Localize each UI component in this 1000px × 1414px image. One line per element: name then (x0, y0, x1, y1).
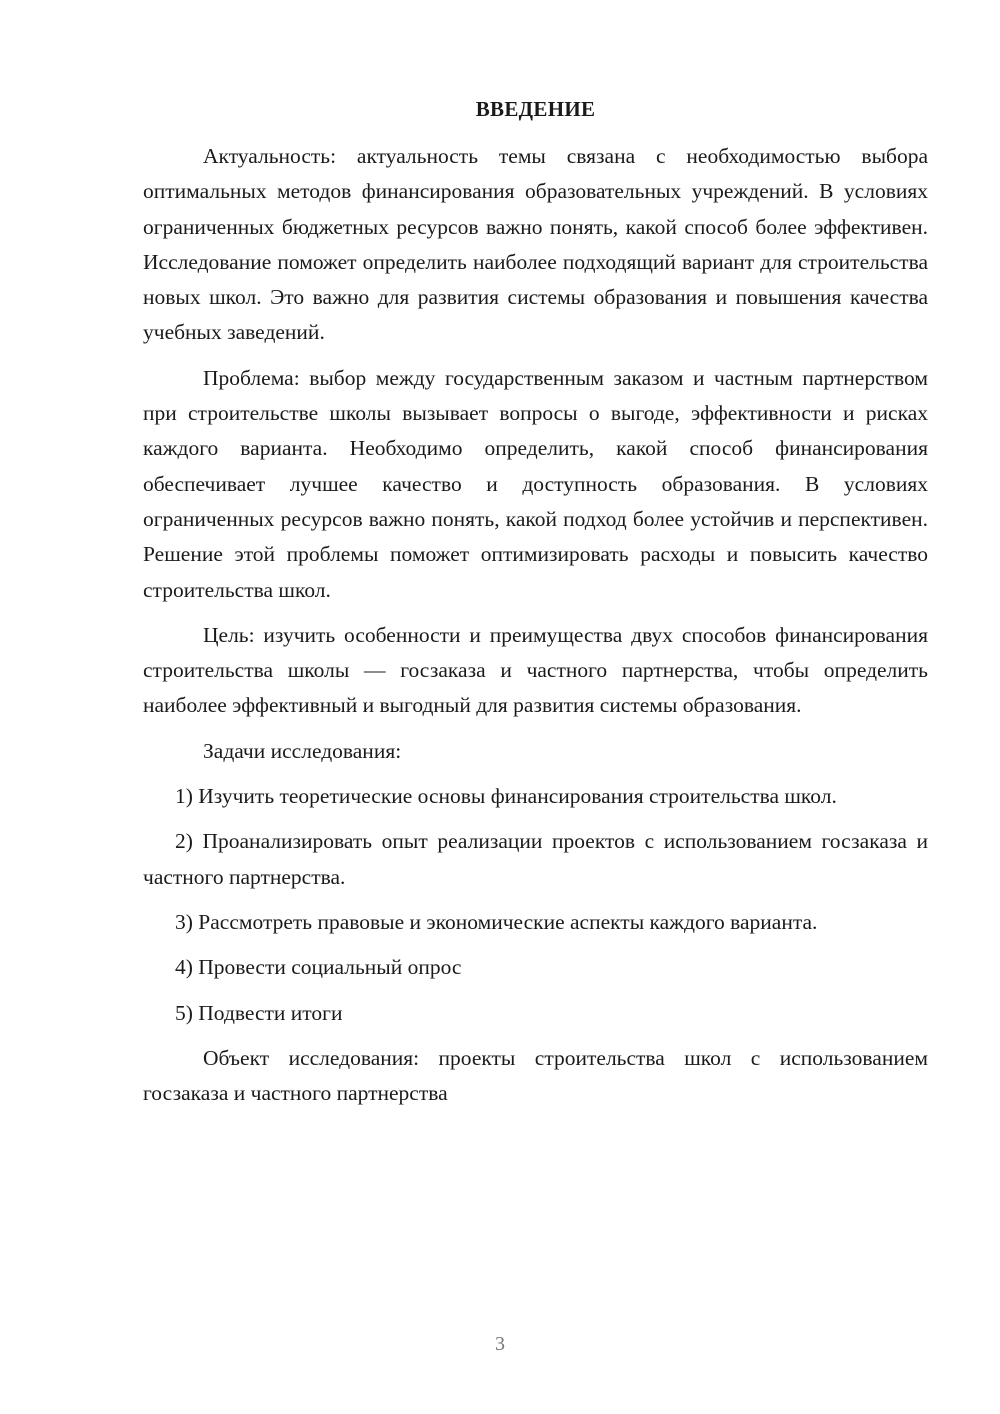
tasks-list (143, 779, 928, 1031)
relevance-paragraph: Актуальность: актуальность темы связана с необходимостью выбора оптимальных методов финансирования образовательных учреждений. В условиях ограниченных бюджетных ресурсов важно понять, какой способ более эффективен. Исследование поможет определить наиболее подходящий вариант для строительства новых школ. Это важно для развития системы образования и повышения качества учебных заведений. (143, 144, 928, 345)
task-item: 5) Подвести итоги (175, 1000, 343, 1025)
page-content (143, 92, 928, 1121)
page-number: 3 (495, 1333, 505, 1355)
goal-paragraph: Цель: изучить особенности и преимущества двух способов финансирования строительства школы — госзаказа и частного партнерства, чтобы определить наиболее эффективный и выгодный для развития системы образования. (143, 622, 928, 718)
task-item: 1) Изучить теоретические основы финансирования строительства школ. (175, 784, 837, 809)
task-item: 3) Рассмотреть правовые и экономические аспекты каждого варианта. (175, 909, 818, 934)
task-item: 4) Провести социальный опрос (175, 955, 462, 980)
problem-paragraph: Проблема: выбор между государственным заказом и частным партнерством при строительстве школы вызывает вопросы о выгоде, эффективности и рисках каждого варианта. Необходимо определить, какой способ финансирования обеспечивает лучшее качество и доступность образования. В условиях ограниченных ресурсов важно понять, какой подход более устойчив и перспективен. Решение этой проблемы поможет оптимизировать расходы и повысить качество строительства школ. (143, 365, 928, 602)
object-paragraph: Объект исследования: проекты строительства школ с использованием госзаказа и частного партнерства (143, 1045, 928, 1106)
page-title: ВВЕДЕНИЕ (475, 97, 596, 121)
tasks-heading: Задачи исследования: (203, 738, 402, 763)
task-item: 2) Проанализировать опыт реализации проектов с использованием госзаказа и частного партнерства. (143, 829, 928, 889)
